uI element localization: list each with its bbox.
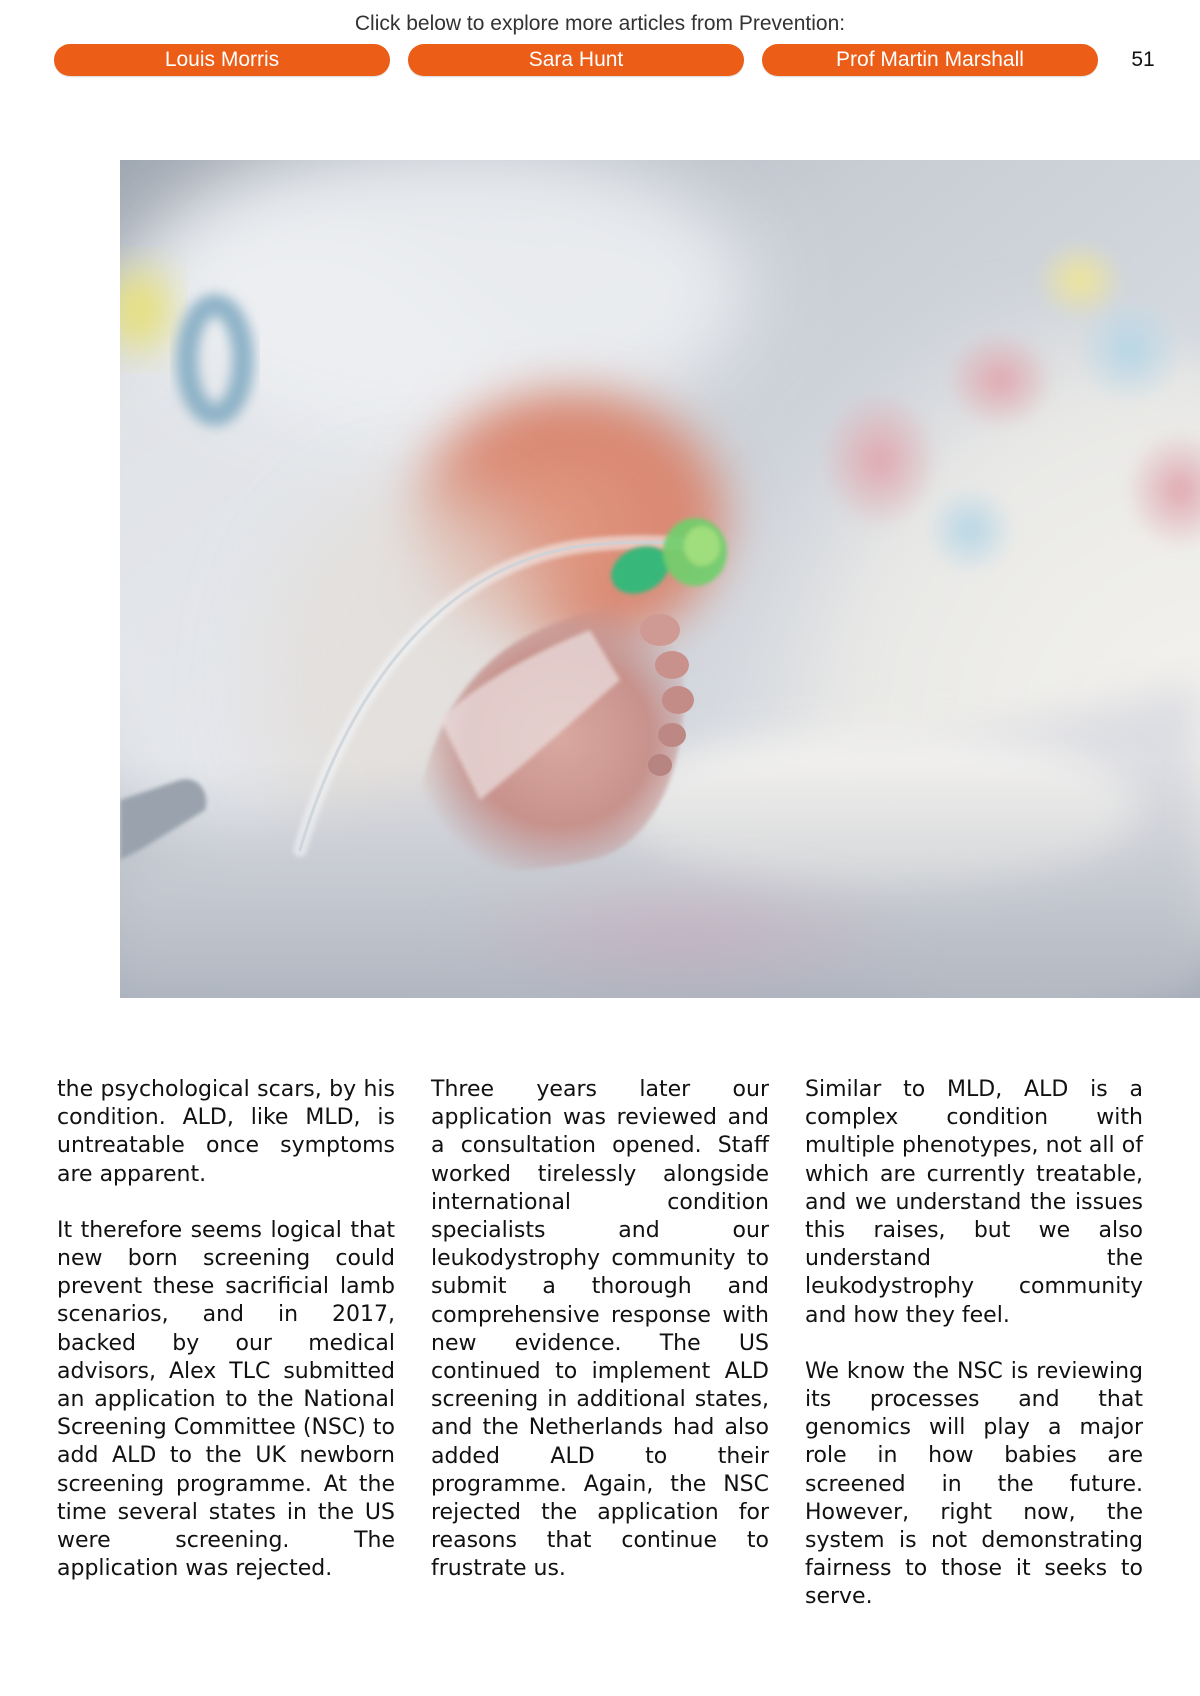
article-column-2 — [431, 1076, 769, 1612]
article-paragraph: It therefore seems logical that new born screening could prevent these sacrificial lamb scenarios, and in 2017, backed by our medical advisors, Alex TLC submitted an application to the National Screening Committee (NSC) to add ALD to the UK newborn screening programme. At the time several states in the US were screening. The application was rejected. — [57, 1217, 395, 1582]
article-link-martin-marshall[interactable]: Prof Martin Marshall — [762, 44, 1098, 76]
article-link-louis-morris[interactable]: Louis Morris — [54, 44, 390, 76]
article-links-nav — [54, 44, 1154, 76]
article-paragraph: Three years later our application was reviewed and a consultation opened. Staff worked tirelessly alongside international condition specialists and our leukodystrophy community to submit a thorough and comprehensive response with new evidence. The US continued to implement ALD screening in additional states, and the Netherlands had also added ALD to their programme. Again, the NSC rejected the application for reasons that continue to frustrate us. — [431, 1077, 769, 1582]
article-column-1 — [57, 1076, 395, 1611]
article-paragraph: the psychological scars, by his condition. ALD, like MLD, is untreatable once symptoms are apparent. — [57, 1077, 395, 1187]
page-number: 51 — [1131, 48, 1155, 71]
newborn-photo — [120, 160, 1200, 998]
article-column-3 — [805, 1076, 1143, 1640]
header-caption: Click below to explore more articles from Prevention: — [354, 12, 846, 35]
article-paragraph: We know the NSC is reviewing its processes and that genomics will play a major role in how babies are screened in the future. However, right now, the system is not demonstrating fairness to those it seeks to serve. — [805, 1358, 1143, 1610]
article-paragraph: Similar to MLD, ALD is a complex condition with multiple phenotypes, not all of which are currently treatable, and we understand the issues this raises, but we also understand the leukodystrophy community and how they feel. — [805, 1077, 1143, 1328]
article-link-sara-hunt[interactable]: Sara Hunt — [408, 44, 744, 76]
